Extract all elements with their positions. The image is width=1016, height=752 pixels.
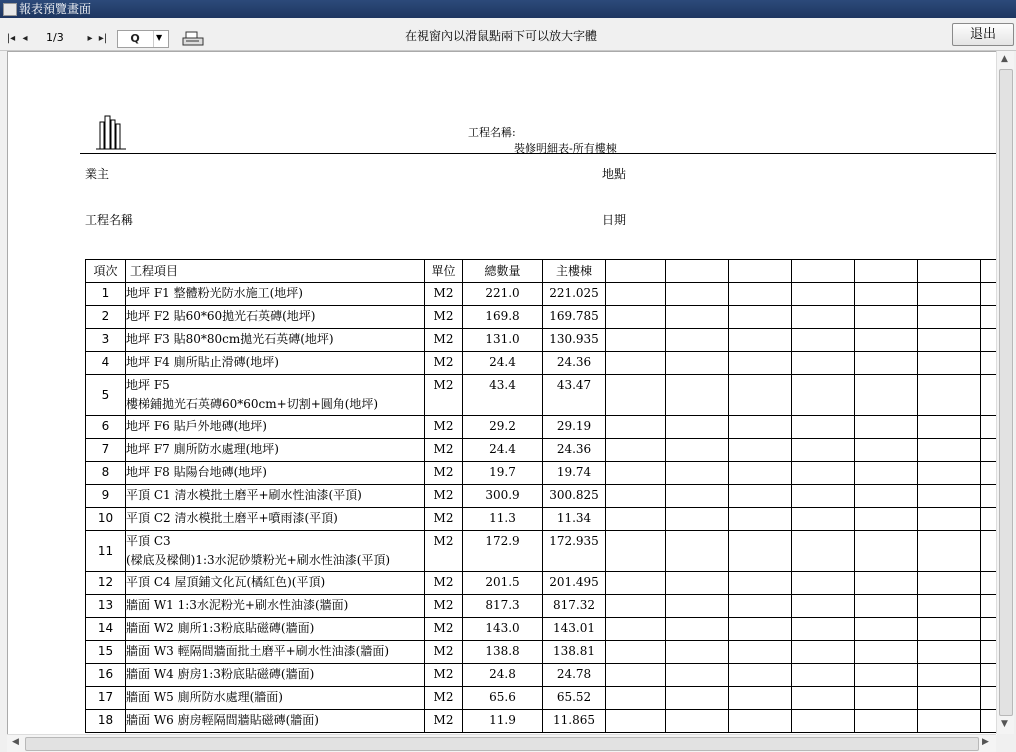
table-row (86, 439, 998, 462)
printer-icon[interactable] (182, 31, 204, 47)
empty-cell (606, 508, 666, 531)
empty-cell (981, 375, 998, 416)
row-unit: M2 (425, 416, 463, 439)
empty-cell (918, 595, 981, 618)
empty-cell (606, 283, 666, 306)
column-header: 項次 (86, 260, 126, 283)
row-unit: M2 (425, 531, 463, 572)
row-total-quantity: 43.4 (463, 375, 543, 416)
empty-cell (792, 508, 855, 531)
empty-cell (981, 416, 998, 439)
empty-cell (792, 531, 855, 572)
empty-cell (606, 352, 666, 375)
empty-cell (729, 439, 792, 462)
row-item-line: 平頂 C3 (126, 534, 171, 548)
empty-cell (918, 687, 981, 710)
row-main-building: 29.19 (543, 416, 606, 439)
empty-cell (855, 618, 918, 641)
empty-cell (666, 283, 729, 306)
empty-cell (981, 710, 998, 733)
report-page (7, 51, 997, 735)
empty-cell (729, 531, 792, 572)
empty-cell (666, 618, 729, 641)
row-item (126, 710, 425, 733)
empty-cell (981, 618, 998, 641)
empty-cell (792, 485, 855, 508)
empty-cell (918, 531, 981, 572)
row-total-quantity: 11.9 (463, 710, 543, 733)
vertical-scroll-thumb[interactable] (999, 69, 1013, 716)
row-total-quantity: 817.3 (463, 595, 543, 618)
row-item-line: 地坪 F4 廁所貼止滑磚(地坪) (126, 355, 279, 369)
row-unit: M2 (425, 618, 463, 641)
empty-cell (792, 306, 855, 329)
row-item (126, 352, 425, 375)
row-number: 10 (86, 508, 126, 531)
zoom-dropdown[interactable] (117, 30, 169, 48)
row-item-line: 地坪 F6 貼戶外地磚(地坪) (126, 419, 267, 433)
empty-cell (792, 352, 855, 375)
table-row (86, 485, 998, 508)
next-page-button[interactable]: ▸ (87, 33, 93, 44)
empty-cell (855, 306, 918, 329)
empty-cell (729, 664, 792, 687)
row-item (126, 375, 425, 416)
row-total-quantity: 29.2 (463, 416, 543, 439)
row-number: 8 (86, 462, 126, 485)
table-row (86, 508, 998, 531)
row-main-building: 817.32 (543, 595, 606, 618)
row-item-line: 牆面 W3 輕隔間牆面批土磨平+刷水性油漆(牆面) (126, 644, 390, 658)
row-item-line: 地坪 F2 貼60*60拋光石英磚(地坪) (126, 309, 316, 323)
row-item-line: 平頂 C2 清水模批土磨平+噴雨漆(平頂) (126, 511, 338, 525)
row-number: 6 (86, 416, 126, 439)
project-title-label: 工程名稱: (468, 126, 516, 139)
row-main-building: 11.865 (543, 710, 606, 733)
row-item (126, 462, 425, 485)
empty-cell (606, 416, 666, 439)
empty-cell (855, 664, 918, 687)
horizontal-scrollbar[interactable] (7, 734, 996, 752)
row-number: 3 (86, 329, 126, 352)
empty-cell (855, 595, 918, 618)
empty-cell (792, 462, 855, 485)
empty-cell (918, 485, 981, 508)
empty-cell (792, 595, 855, 618)
empty-cell (666, 595, 729, 618)
empty-cell (606, 439, 666, 462)
empty-cell (918, 664, 981, 687)
row-item-line: 樓梯鋪拋光石英磚60*60cm+切割+圓角(地坪) (126, 397, 379, 411)
quantity-table (85, 259, 997, 733)
empty-cell (606, 687, 666, 710)
chevron-down-icon: ▼ (156, 33, 163, 42)
row-total-quantity: 201.5 (463, 572, 543, 595)
row-total-quantity: 143.0 (463, 618, 543, 641)
empty-cell (729, 710, 792, 733)
column-header: 單位 (425, 260, 463, 283)
row-unit: M2 (425, 283, 463, 306)
empty-cell (606, 485, 666, 508)
row-item-line: 牆面 W1 1:3水泥粉光+刷水性油漆(牆面) (126, 598, 349, 612)
row-unit: M2 (425, 485, 463, 508)
row-main-building: 24.36 (543, 439, 606, 462)
row-item (126, 572, 425, 595)
empty-cell (606, 710, 666, 733)
empty-cell (918, 572, 981, 595)
empty-cell (855, 352, 918, 375)
row-number: 2 (86, 306, 126, 329)
empty-cell (666, 352, 729, 375)
row-item-line: 牆面 W6 廚房輕隔間牆貼磁磚(牆面) (126, 713, 319, 727)
empty-cell (606, 641, 666, 664)
empty-cell (918, 416, 981, 439)
row-number: 12 (86, 572, 126, 595)
empty-cell (855, 283, 918, 306)
row-item (126, 664, 425, 687)
table-row (86, 329, 998, 352)
row-total-quantity: 138.8 (463, 641, 543, 664)
table-row (86, 664, 998, 687)
table-row (86, 531, 998, 572)
table-row (86, 462, 998, 485)
first-page-button[interactable]: |◂ (6, 33, 16, 44)
empty-cell (729, 618, 792, 641)
empty-cell (792, 329, 855, 352)
row-item (126, 687, 425, 710)
row-item-line: 平頂 C1 清水模批土磨平+刷水性油漆(平頂) (126, 488, 362, 502)
scroll-down-icon[interactable]: ▼ (1001, 719, 1008, 729)
empty-cell (606, 572, 666, 595)
empty-cell (792, 283, 855, 306)
page-indicator: 1/3 (46, 31, 64, 44)
empty-cell (666, 710, 729, 733)
row-item-line: 地坪 F3 貼80*80cm拋光石英磚(地坪) (126, 332, 334, 346)
window-title: 報表預覽畫面 (19, 2, 92, 16)
row-unit: M2 (425, 508, 463, 531)
row-main-building: 11.34 (543, 508, 606, 531)
row-main-building: 19.74 (543, 462, 606, 485)
empty-cell (981, 352, 998, 375)
empty-cell (792, 439, 855, 462)
exit-button[interactable]: 退出 (952, 23, 1014, 46)
row-item-line: 牆面 W2 廁所1:3粉底貼磁磚(牆面) (126, 621, 315, 635)
row-unit: M2 (425, 306, 463, 329)
scroll-left-icon[interactable]: ◀ (12, 737, 19, 747)
row-unit: M2 (425, 595, 463, 618)
empty-cell (918, 283, 981, 306)
row-item (126, 618, 425, 641)
empty-cell (729, 485, 792, 508)
empty-cell (792, 416, 855, 439)
empty-cell (666, 531, 729, 572)
table-row (86, 572, 998, 595)
empty-cell (855, 641, 918, 664)
empty-cell (981, 508, 998, 531)
header-divider (80, 153, 997, 154)
empty-cell (918, 375, 981, 416)
empty-cell (666, 375, 729, 416)
empty-cell (606, 595, 666, 618)
empty-cell (606, 306, 666, 329)
horizontal-scroll-thumb[interactable] (25, 737, 979, 751)
row-unit: M2 (425, 375, 463, 416)
empty-cell (981, 664, 998, 687)
row-total-quantity: 65.6 (463, 687, 543, 710)
column-header: 工程項目 (126, 260, 425, 283)
project-name-label: 工程名稱 (85, 213, 134, 227)
row-number: 15 (86, 641, 126, 664)
row-main-building: 138.81 (543, 641, 606, 664)
empty-cell (855, 687, 918, 710)
row-main-building: 172.935 (543, 531, 606, 572)
row-total-quantity: 19.7 (463, 462, 543, 485)
row-unit: M2 (425, 329, 463, 352)
table-row (86, 352, 998, 375)
row-main-building: 221.025 (543, 283, 606, 306)
empty-cell (981, 439, 998, 462)
row-unit: M2 (425, 710, 463, 733)
empty-cell (666, 508, 729, 531)
table-body (86, 283, 998, 733)
magnifier-icon: Q (130, 32, 140, 45)
empty-cell (729, 462, 792, 485)
empty-cell (918, 618, 981, 641)
row-total-quantity: 24.8 (463, 664, 543, 687)
row-main-building: 65.52 (543, 687, 606, 710)
empty-cell (729, 329, 792, 352)
row-item (126, 508, 425, 531)
row-item (126, 306, 425, 329)
row-total-quantity: 11.3 (463, 508, 543, 531)
empty-cell (666, 485, 729, 508)
row-number: 16 (86, 664, 126, 687)
window-titlebar (0, 0, 1016, 18)
row-item (126, 485, 425, 508)
empty-cell (981, 329, 998, 352)
row-item-line: 地坪 F1 整體粉光防水施工(地坪) (126, 286, 303, 300)
empty-cell (918, 329, 981, 352)
row-number: 1 (86, 283, 126, 306)
row-main-building: 143.01 (543, 618, 606, 641)
empty-cell (792, 618, 855, 641)
empty-cell (981, 687, 998, 710)
empty-cell (666, 439, 729, 462)
table-row (86, 595, 998, 618)
row-total-quantity: 24.4 (463, 352, 543, 375)
row-total-quantity: 221.0 (463, 283, 543, 306)
row-item-line: 地坪 F7 廁所防水處理(地坪) (126, 442, 279, 456)
empty-cell (792, 641, 855, 664)
row-number: 9 (86, 485, 126, 508)
empty-cell (855, 508, 918, 531)
empty-cell (855, 375, 918, 416)
empty-cell (792, 687, 855, 710)
row-number: 4 (86, 352, 126, 375)
date-label: 日期 (602, 213, 627, 227)
row-number: 18 (86, 710, 126, 733)
row-total-quantity: 300.9 (463, 485, 543, 508)
table-row (86, 618, 998, 641)
row-number: 5 (86, 375, 126, 416)
empty-cell (729, 352, 792, 375)
location-label: 地點 (602, 167, 627, 181)
empty-cell (981, 485, 998, 508)
empty-cell (918, 352, 981, 375)
prev-page-button[interactable]: ◂ (22, 33, 28, 44)
empty-cell (918, 306, 981, 329)
column-header: 總數量 (463, 260, 543, 283)
empty-cell (729, 306, 792, 329)
empty-cell (666, 329, 729, 352)
empty-cell (855, 439, 918, 462)
row-item-line: (樑底及樑側)1:3水泥砂漿粉光+刷水性油漆(平頂) (126, 553, 391, 567)
empty-cell (792, 375, 855, 416)
empty-cell (855, 531, 918, 572)
table-row (86, 375, 998, 416)
zoom-hint-text: 在視窗內以滑鼠點兩下可以放大字體 (405, 29, 598, 43)
building-logo-icon (96, 114, 126, 150)
empty-cell (729, 641, 792, 664)
report-window-icon (3, 3, 17, 16)
report-subtitle: 裝修明細表-所有樓棟 (514, 142, 617, 155)
row-total-quantity: 169.8 (463, 306, 543, 329)
empty-cell (792, 664, 855, 687)
row-item-line: 牆面 W4 廚房1:3粉底貼磁磚(牆面) (126, 667, 315, 681)
empty-cell (666, 306, 729, 329)
empty-cell (981, 462, 998, 485)
empty-cell (606, 664, 666, 687)
row-item (126, 283, 425, 306)
empty-cell (729, 283, 792, 306)
table-row (86, 710, 998, 733)
empty-cell (918, 462, 981, 485)
empty-cell (729, 572, 792, 595)
empty-cell (606, 329, 666, 352)
table-row (86, 641, 998, 664)
row-item (126, 641, 425, 664)
empty-cell (666, 664, 729, 687)
row-unit: M2 (425, 352, 463, 375)
row-item-line: 地坪 F5 (126, 378, 170, 392)
row-number: 14 (86, 618, 126, 641)
empty-cell (792, 710, 855, 733)
row-main-building: 24.36 (543, 352, 606, 375)
row-item-line: 地坪 F8 貼陽台地磚(地坪) (126, 465, 267, 479)
row-item (126, 595, 425, 618)
table-row (86, 416, 998, 439)
empty-cell (855, 329, 918, 352)
row-item (126, 416, 425, 439)
empty-cell (918, 641, 981, 664)
row-unit: M2 (425, 641, 463, 664)
empty-cell (729, 508, 792, 531)
row-item-line: 牆面 W5 廁所防水處理(牆面) (126, 690, 283, 704)
empty-cell (666, 462, 729, 485)
empty-cell (666, 572, 729, 595)
row-item-line: 平頂 C4 屋頂鋪文化瓦(橘紅色)(平頂) (126, 575, 326, 589)
row-number: 11 (86, 531, 126, 572)
last-page-button[interactable]: ▸| (98, 33, 108, 44)
empty-cell (729, 595, 792, 618)
empty-cell (729, 416, 792, 439)
scroll-up-icon[interactable]: ▲ (1001, 54, 1008, 64)
empty-cell (855, 416, 918, 439)
vertical-scrollbar[interactable] (996, 51, 1014, 734)
row-item (126, 439, 425, 462)
empty-cell (981, 641, 998, 664)
empty-cell (666, 687, 729, 710)
owner-label: 業主 (85, 167, 110, 181)
empty-cell (606, 531, 666, 572)
table-row (86, 687, 998, 710)
empty-cell (855, 485, 918, 508)
row-unit: M2 (425, 439, 463, 462)
row-unit: M2 (425, 572, 463, 595)
row-main-building: 130.935 (543, 329, 606, 352)
row-total-quantity: 131.0 (463, 329, 543, 352)
empty-cell (606, 375, 666, 416)
empty-cell (981, 283, 998, 306)
empty-cell (606, 462, 666, 485)
empty-cell (666, 416, 729, 439)
table-row (86, 306, 998, 329)
empty-cell (918, 439, 981, 462)
row-unit: M2 (425, 462, 463, 485)
empty-cell (855, 572, 918, 595)
table-row (86, 283, 998, 306)
row-item (126, 329, 425, 352)
empty-cell (729, 687, 792, 710)
empty-cell (855, 462, 918, 485)
scroll-right-icon[interactable]: ▶ (982, 737, 989, 747)
row-number: 17 (86, 687, 126, 710)
empty-cell (729, 375, 792, 416)
empty-cell (981, 572, 998, 595)
row-item (126, 531, 425, 572)
row-main-building: 201.495 (543, 572, 606, 595)
empty-cell (606, 618, 666, 641)
row-number: 7 (86, 439, 126, 462)
empty-cell (855, 710, 918, 733)
row-main-building: 24.78 (543, 664, 606, 687)
empty-cell (918, 710, 981, 733)
preview-toolbar (0, 18, 1016, 51)
row-number: 13 (86, 595, 126, 618)
row-unit: M2 (425, 687, 463, 710)
empty-cell (792, 572, 855, 595)
empty-cell (981, 531, 998, 572)
row-main-building: 300.825 (543, 485, 606, 508)
row-main-building: 43.47 (543, 375, 606, 416)
row-main-building: 169.785 (543, 306, 606, 329)
row-unit: M2 (425, 664, 463, 687)
empty-cell (981, 306, 998, 329)
column-header: 主樓棟 (543, 260, 606, 283)
empty-cell (981, 595, 998, 618)
table-header-row (86, 260, 998, 283)
row-total-quantity: 172.9 (463, 531, 543, 572)
empty-cell (666, 641, 729, 664)
empty-cell (918, 508, 981, 531)
row-total-quantity: 24.4 (463, 439, 543, 462)
